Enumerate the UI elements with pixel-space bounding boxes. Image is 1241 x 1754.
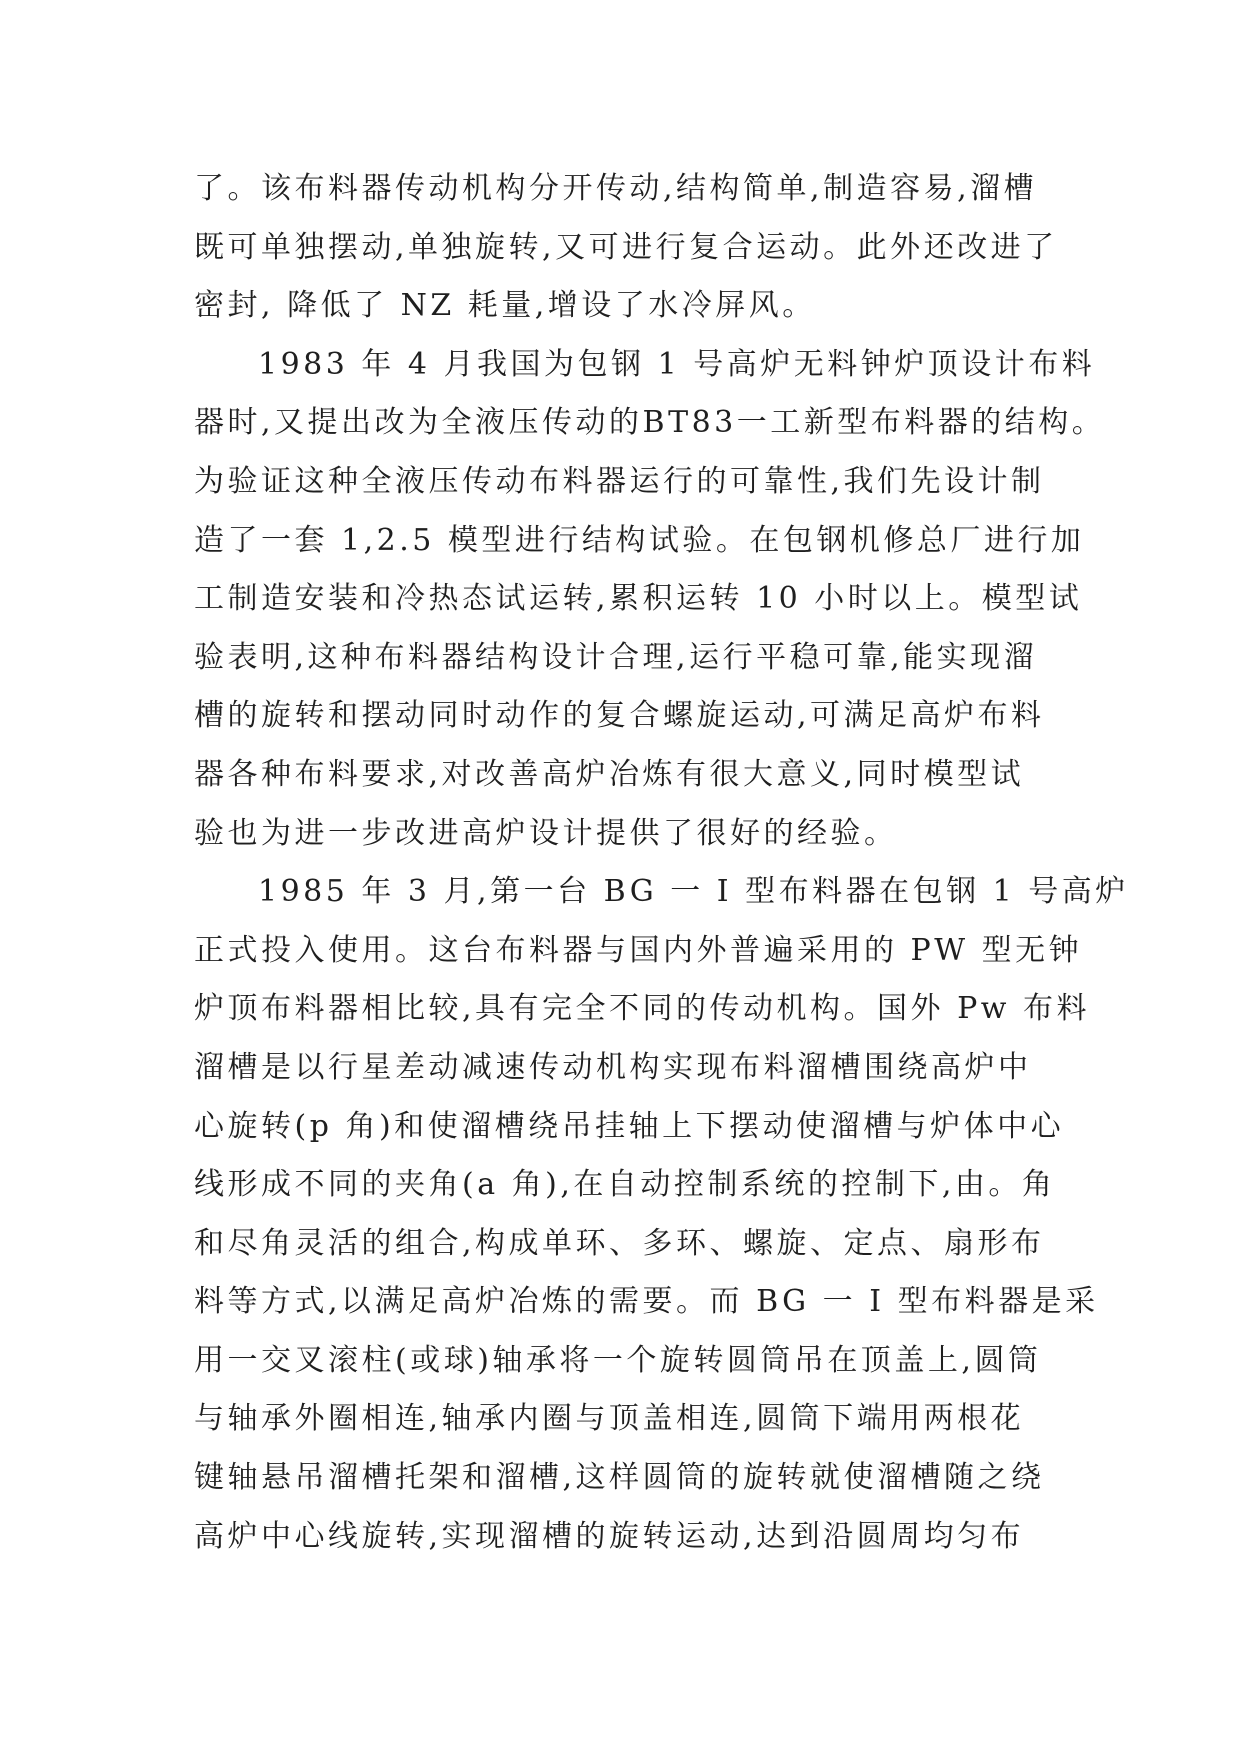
paragraph-first-line: 1983 年 4 月我国为包钢 1 号高炉无料钟炉顶设计布料 (258, 346, 1096, 382)
paragraph-first-line: 1985 年 3 月,第一台 BG 一 I 型布料器在包钢 1 号高炉 (258, 874, 1129, 910)
text-line: 炉顶布料器相比较,具有完全不同的传动机构。国外 Pw 布料 (194, 991, 1090, 1027)
text-line: 线形成不同的夹角(a 角),在自动控制系统的控制下,由。角 (194, 1167, 1056, 1203)
text-line: 为验证这种全液压传动布料器运行的可靠性,我们先设计制 (194, 463, 1045, 499)
text-line: 槽的旋转和摆动同时动作的复合螺旋运动,可满足高炉布料 (194, 698, 1045, 734)
text-line: 溜槽是以行星差动减速传动机构实现布料溜槽围绕高炉中 (194, 1049, 1032, 1085)
text-line: 造了一套 1,2.5 模型进行结构试验。在包钢机修总厂进行加 (194, 522, 1085, 558)
text-line: 键轴悬吊溜槽托架和溜槽,这样圆筒的旋转就使溜槽随之绕 (194, 1460, 1045, 1496)
text-line: 用一交叉滚柱(或球)轴承将一个旋转圆筒吊在顶盖上,圆筒 (194, 1342, 1042, 1378)
text-line: 心旋转(p 角)和使溜槽绕吊挂轴上下摆动使溜槽与炉体中心 (194, 1108, 1065, 1144)
text-line: 验也为进一步改进高炉设计提供了很好的经验。 (194, 815, 898, 851)
text-line: 了。该布料器传动机构分开传动,结构简单,制造容易,溜槽 (194, 171, 1038, 206)
text-line: 密封, 降低了 NZ 耗量,增设了水冷屏风。 (194, 288, 816, 324)
text-line: 既可单独摆动,单独旋转,又可进行复合运动。此外还改进了 (194, 229, 1058, 265)
text-line: 验表明,这种布料器结构设计合理,运行平稳可靠,能实现溜 (194, 639, 1038, 675)
text-line: 器各种布料要求,对改善高炉冶炼有很大意义,同时模型试 (194, 756, 1025, 792)
text-line: 正式投入使用。这台布料器与国内外普遍采用的 PW 型无钟 (194, 932, 1083, 968)
text-line: 与轴承外圈相连,轴承内圈与顶盖相连,圆筒下端用两根花 (194, 1401, 1025, 1437)
text-line: 器时,又提出改为全液压传动的BT83一工新型布料器的结构。 (194, 405, 1106, 441)
text-line: 高炉中心线旋转,实现溜槽的旋转运动,达到沿圆周均匀布 (194, 1518, 1025, 1554)
text-line: 和尽角灵活的组合,构成单环、多环、螺旋、定点、扇形布 (194, 1225, 1045, 1261)
body-text (194, 160, 1129, 1566)
text-line: 料等方式,以满足高炉冶炼的需要。而 BG 一 I 型布料器是采 (194, 1284, 1099, 1320)
text-line: 工制造安装和冷热态试运转,累积运转 10 小时以上。模型试 (194, 581, 1083, 617)
